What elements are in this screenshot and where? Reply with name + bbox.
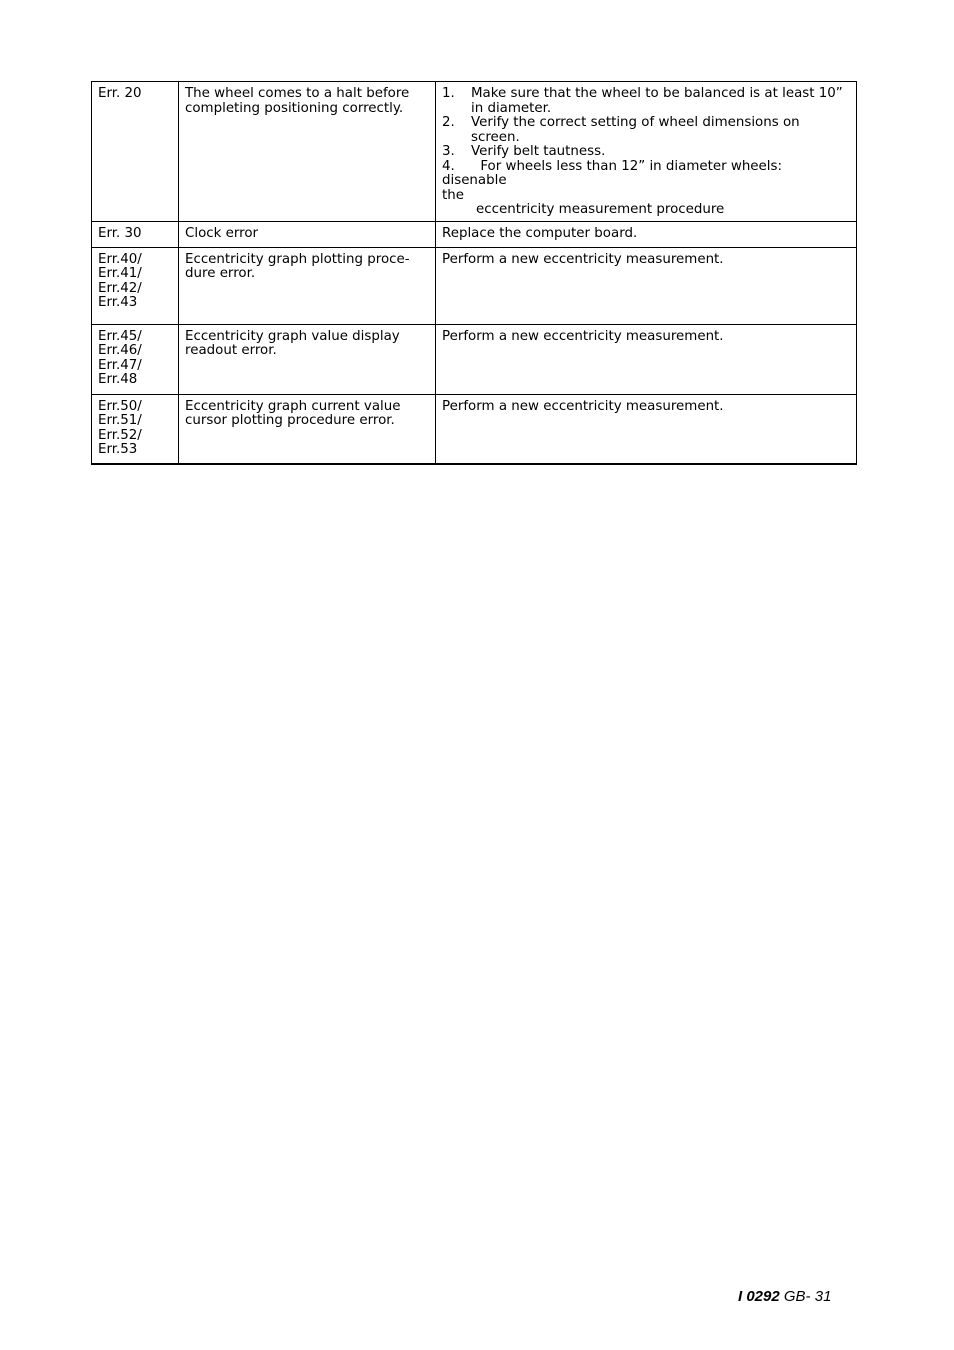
step-text: 4. For wheels less than 12” in diameter wheels: disenable [442,158,782,188]
step-text: screen. [471,129,520,145]
cause-cell [179,82,436,222]
error-code-cell [92,324,179,394]
cause-cell [179,247,436,324]
table-row [92,324,857,394]
cause-text: readout error. [185,343,277,358]
remedy-cell [436,394,857,464]
cause-cell [179,394,436,464]
error-code: Err. 20 [98,86,142,101]
cause-text: Clock error [185,225,259,241]
error-code: Err.46/ [98,343,142,358]
error-code: Err. 30 [98,225,142,241]
table-row [92,394,857,464]
error-code-cell [92,394,179,464]
step-text: eccentricity measurement procedure [476,202,725,217]
error-code-table [91,81,857,465]
remedy-step [442,145,850,160]
step-text: the [442,187,464,203]
remedy-text: Replace the computer board. [442,225,638,241]
remedy-text: Perform a new eccentricity measurement. [442,328,724,344]
table-row [92,221,857,247]
remedy-cell [436,82,857,222]
table-row [92,247,857,324]
step-number: 3. [442,144,455,159]
step-text: Verify belt tautness. [471,144,606,159]
error-code: Err.43 [98,295,138,310]
step-text: in diameter. [471,100,552,116]
cause-text: Eccentricity graph plotting proce- [185,251,410,267]
remedy-cell [436,221,857,247]
error-code: Err.42/ [98,280,142,296]
remedy-cell [436,324,857,394]
cause-cell [179,221,436,247]
error-code: Err.47/ [98,357,142,373]
error-code: Err.45/ [98,328,142,344]
step-number: 2. [442,115,455,130]
remedy-text: Perform a new eccentricity measurement. [442,251,724,267]
remedy-text: Perform a new eccentricity measurement. [442,398,724,414]
step-text: Make sure that the wheel to be balanced is at least 10” [471,86,843,101]
page-footer [738,1288,831,1305]
cause-cell [179,324,436,394]
error-code: Err.52/ [98,427,142,443]
error-code-cell [92,82,179,222]
cause-text: cursor plotting procedure error. [185,413,395,428]
remedy-cell [436,247,857,324]
cause-text: The wheel comes to a halt before [185,86,410,101]
error-code: Err.53 [98,442,138,457]
document-code: I 0292 [738,1288,780,1305]
remedy-step [442,87,850,116]
error-code: Err.40/ [98,251,142,267]
error-code-cell [92,221,179,247]
cause-text: Eccentricity graph value display [185,328,400,344]
error-code: Err.48 [98,372,138,387]
step-text: Verify the correct setting of wheel dimensions on [471,115,800,130]
cause-text: dure error. [185,266,256,281]
remedy-step [442,160,850,218]
remedy-step [442,116,850,145]
table-row [92,82,857,222]
cause-text: completing positioning correctly. [185,100,404,116]
error-code-cell [92,247,179,324]
page-number: GB- 31 [779,1288,832,1305]
error-code: Err.51/ [98,413,142,428]
error-code: Err.50/ [98,398,142,414]
cause-text: Eccentricity graph current value [185,398,401,414]
error-code: Err.41/ [98,266,142,281]
step-number: 1. [442,86,455,101]
